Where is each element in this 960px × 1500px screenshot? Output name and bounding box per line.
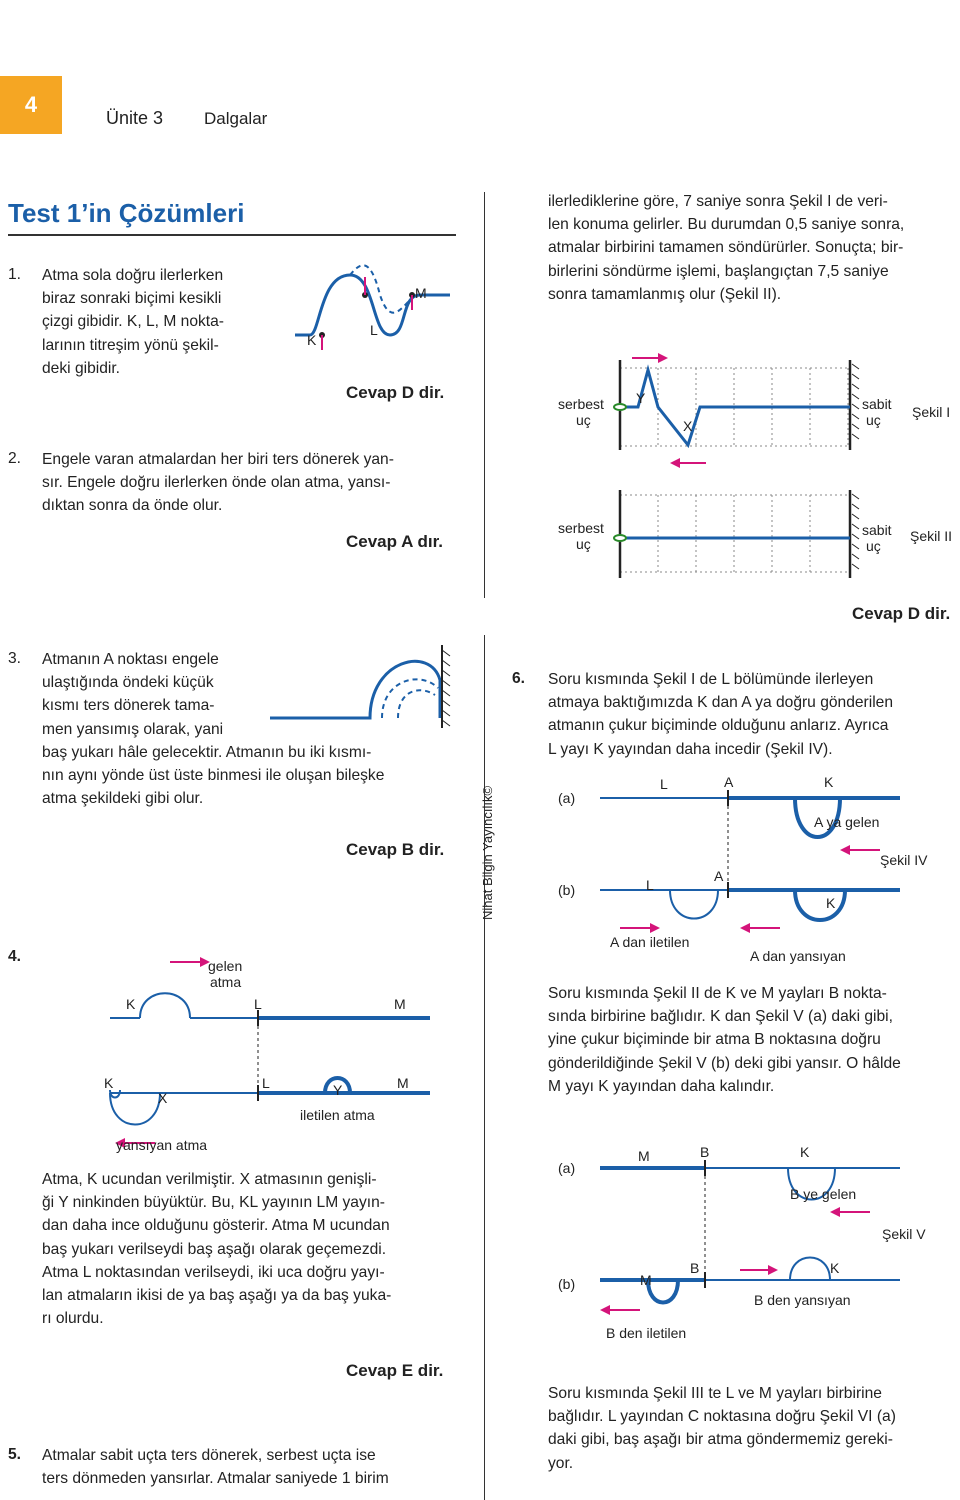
fig2-free-1: serbest — [558, 520, 604, 536]
q4-answer: Cevap E dir. — [346, 1361, 444, 1380]
q4-bottom-m: M — [397, 1075, 409, 1091]
q5-answer: Cevap D dir. — [852, 604, 951, 623]
q5-continued-text: ilerlediklerine göre, 7 saniye sonra Şekil I de veri- len konuma gelirler. Bu durumdan 0,5 saniye sonra, atmalar birbirini tamamen söndürürler. Sonuçta; bir- birlerini söndürme işlemi, başlangıçtan 7,5 saniye sonra tamamlanmış olur (Şekil II). — [548, 193, 905, 303]
fig4-transmitted: A dan iletilen — [610, 934, 690, 950]
fig1-fixed-1: sabit — [862, 396, 892, 412]
q5-number: 5. — [8, 1446, 22, 1463]
q4-number: 4. — [8, 948, 22, 965]
fig5-bottom-k: K — [830, 1260, 840, 1276]
fig4-bottom-k: K — [826, 895, 836, 911]
q2-answer: Cevap A dır. — [346, 532, 443, 551]
q3-text: Atmanın A noktası engele ulaştığında öndeki küçük kısmı ters dönerek tama- men yansımış olarak, yani baş yukarı hâle gelecektir. Atmanın bu iki kısmı- nın aynı yönde üst üste binmesi ile oluşan bileşke atma şekildeki gibi olur. — [42, 651, 385, 808]
fig5-incoming: B ye gelen — [790, 1186, 857, 1202]
fig5-top-m: M — [638, 1148, 650, 1164]
q1-text: Atma sola doğru ilerlerken biraz sonraki biçimi kesikli çizgi gibidir. K, L, M nokta- larının titreşim yönü şekil- deki gibidir. — [42, 267, 225, 377]
q1-number: 1. — [8, 266, 22, 283]
side-credit: Nihat Bilgin Yayıncılık© — [480, 785, 495, 920]
q6-text-2: Soru kısmında Şekil II de K ve M yayları B nokta- sında birbirine bağlıdır. K dan Şekil V (a) daki gibi, yine çukur biçiminde bir atma B noktasına doğru gönderildiğinde Şekil V (b) deki gibi yansır. O hâlde M yayı K yayından daha kalındır. — [548, 985, 901, 1095]
page-title: Test 1’in Çözümleri — [8, 198, 245, 228]
q2-number: 2. — [8, 450, 22, 467]
q4-transmitted-label: iletilen atma — [300, 1107, 375, 1123]
fig4-top-a: A — [724, 774, 734, 790]
fig4-top-k: K — [824, 774, 834, 790]
column-divider-top — [484, 192, 485, 598]
q1-answer: Cevap D dir. — [346, 383, 445, 402]
q6-text: Soru kısmında Şekil I de L bölümünde ilerleyen atmaya baktığımızda K dan A ya doğru gönderilen atmanın çukur biçiminde olduğunu anlarız. Ayrıca L yayı K yayından daha incedir (Şekil IV). — [548, 671, 894, 758]
q4-top-k: K — [126, 996, 136, 1012]
fig4-label-a: (a) — [558, 790, 576, 806]
q3-figure — [270, 640, 460, 735]
fig4-bottom-l: L — [646, 877, 654, 893]
fig1-free-1: serbest — [558, 396, 604, 412]
fig5-reflected: B den yansıyan — [754, 1292, 851, 1308]
fig5-top-k: K — [800, 1144, 810, 1160]
q1-label-m: M — [415, 285, 427, 301]
q4-incoming-caption-1: gelen — [208, 958, 243, 974]
subject-label: Dalgalar — [204, 109, 268, 128]
q4-bottom-k: K — [104, 1075, 114, 1091]
q4-bottom-l: L — [262, 1075, 270, 1091]
q1-label-k: K — [307, 332, 317, 348]
q4-reflected-label: yansıyan atma — [116, 1137, 208, 1153]
fig4-incoming: A ya gelen — [814, 814, 880, 830]
fig1-caption: Şekil I — [912, 404, 951, 420]
fig2-caption: Şekil II — [910, 528, 953, 544]
fig4-caption: Şekil IV — [880, 852, 928, 868]
fig5-top-b: B — [700, 1144, 710, 1160]
q4-incoming-caption-2: atma — [210, 974, 242, 990]
fig2-fixed-1: sabit — [862, 522, 892, 538]
fig4-top-l: L — [660, 776, 668, 792]
q4-text: Atma, K ucundan verilmiştir. X atmasının genişli- ği Y ninkinden büyüktür. Bu, KL yayının LM yayın- dan daha ince olduğunu gösterir. Atma M ucundan baş yukarı verilseydi baş aşağı olarak geçemezdi. Atma L noktasından verilseydi, iki uca doğru yayı- lan atmaların ikisi de ya baş aşağı ya da baş yuka- rı olurdu. — [42, 1171, 392, 1328]
fig1-free-2: uç — [576, 412, 591, 428]
fig5-label-b: (b) — [558, 1276, 576, 1292]
fig2-fixed-2: uç — [866, 538, 881, 554]
q4-top-l: L — [254, 996, 262, 1012]
q3-number: 3. — [8, 650, 22, 667]
q1-label-l: L — [370, 322, 378, 338]
fig4-bottom-a: A — [714, 868, 724, 884]
unit-label: Ünite 3 — [106, 108, 164, 128]
q4-bottom-x: X — [158, 1090, 168, 1106]
q6-number: 6. — [512, 670, 526, 687]
q2-text: Engele varan atmalardan her biri ters dönerek yan- sır. Engele doğru ilerlerken önde olan atma, yansı- dıktan sonra da önde olur. — [42, 451, 394, 515]
fig1-label-x: X — [683, 418, 693, 434]
page-number-badge: 4 — [0, 76, 62, 134]
fig5-caption: Şekil V — [882, 1226, 926, 1242]
title-divider — [8, 234, 456, 236]
fig5-bottom-m: M — [640, 1272, 652, 1288]
q4-bottom-y: Y — [333, 1082, 343, 1098]
fig5-transmitted: B den iletilen — [606, 1325, 687, 1341]
q4-top-m: M — [394, 996, 406, 1012]
q6-text-3: Soru kısmında Şekil III te L ve M yayları birbirine bağlıdır. L yayından C noktasına doğru Şekil VI (a) daki gibi, baş aşağı bir atma göndermemiz gereki- yor. — [548, 1385, 896, 1472]
q5-figure-1 — [600, 350, 870, 590]
fig1-label-y: Y — [636, 390, 646, 406]
q3-answer: Cevap B dir. — [346, 840, 445, 859]
fig1-fixed-2: uç — [866, 412, 881, 428]
fig4-label-b: (b) — [558, 882, 576, 898]
column-divider-bottom — [484, 635, 485, 1500]
q5-text: Atmalar sabit uçta ters dönerek, serbest uçta ise ters dönmeden yansırlar. Atmalar saniyede 1 birim — [42, 1447, 389, 1488]
fig2-free-2: uç — [576, 536, 591, 552]
fig5-bottom-b: B — [690, 1260, 700, 1276]
fig5-label-a: (a) — [558, 1160, 576, 1176]
fig4-reflected: A dan yansıyan — [750, 948, 846, 964]
